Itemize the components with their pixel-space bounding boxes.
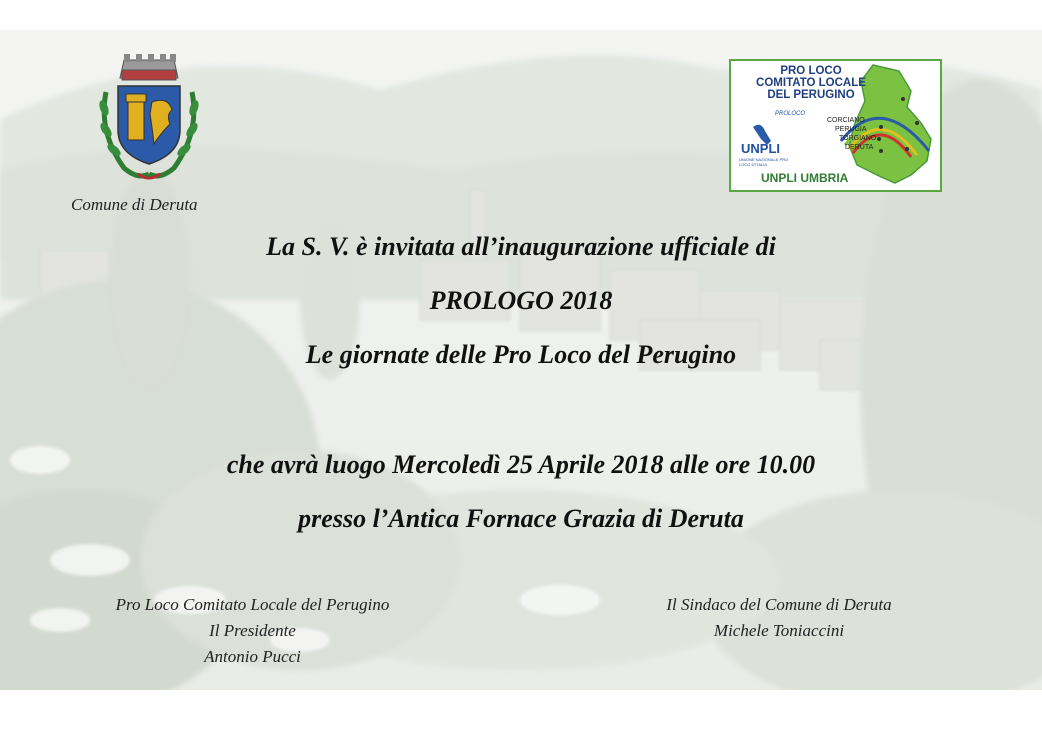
logo-title-line2: COMITATO LOCALE [756, 77, 866, 89]
signature-left-name: Antonio Pucci [204, 647, 301, 666]
logo-town-perugia: PERUGIA [835, 126, 867, 133]
logo-unpli-sub: UNIONE NAZIONALE PRO LOCO D'ITALIA [739, 157, 789, 167]
comune-caption: Comune di Deruta [71, 195, 198, 214]
signature-right [620, 592, 938, 644]
signature-left [70, 592, 435, 670]
invitation-venue: presso l’Antica Fornace Grazia di Deruta [298, 504, 744, 533]
signature-right-role: Il Sindaco del Comune di Deruta [666, 595, 892, 614]
logo-footer: UNPLI UMBRIA [761, 171, 849, 185]
invitation-event-title: PROLOGO 2018 [429, 286, 613, 315]
deruta-coat-of-arms-logo [94, 52, 204, 186]
logo-title-line1: PRO LOCO [780, 65, 842, 77]
logo-town-torgiano: TORGIANO [839, 135, 877, 142]
signature-left-role: Il Presidente [209, 621, 296, 640]
logo-proloco-small: PROLOCO [775, 111, 806, 117]
invitation-line1: La S. V. è invitata all’inaugurazione ufficiale di [266, 232, 776, 261]
logo-town-deruta: DERUTA [845, 144, 874, 151]
proloco-perugino-logo [729, 59, 942, 192]
signature-right-name: Michele Toniaccini [713, 621, 845, 640]
invitation-date: che avrà luogo Mercoledì 25 Aprile 2018 alle ore 10.00 [226, 450, 816, 479]
logo-town-corciano: CORCIANO [827, 117, 865, 124]
logo-title-line3: DEL PERUGINO [767, 89, 855, 101]
invitation-subtitle: Le giornate delle Pro Loco del Perugino [305, 340, 737, 369]
signature-left-org: Pro Loco Comitato Locale del Perugino [115, 595, 390, 614]
logo-unpli: UNPLI [741, 141, 780, 156]
